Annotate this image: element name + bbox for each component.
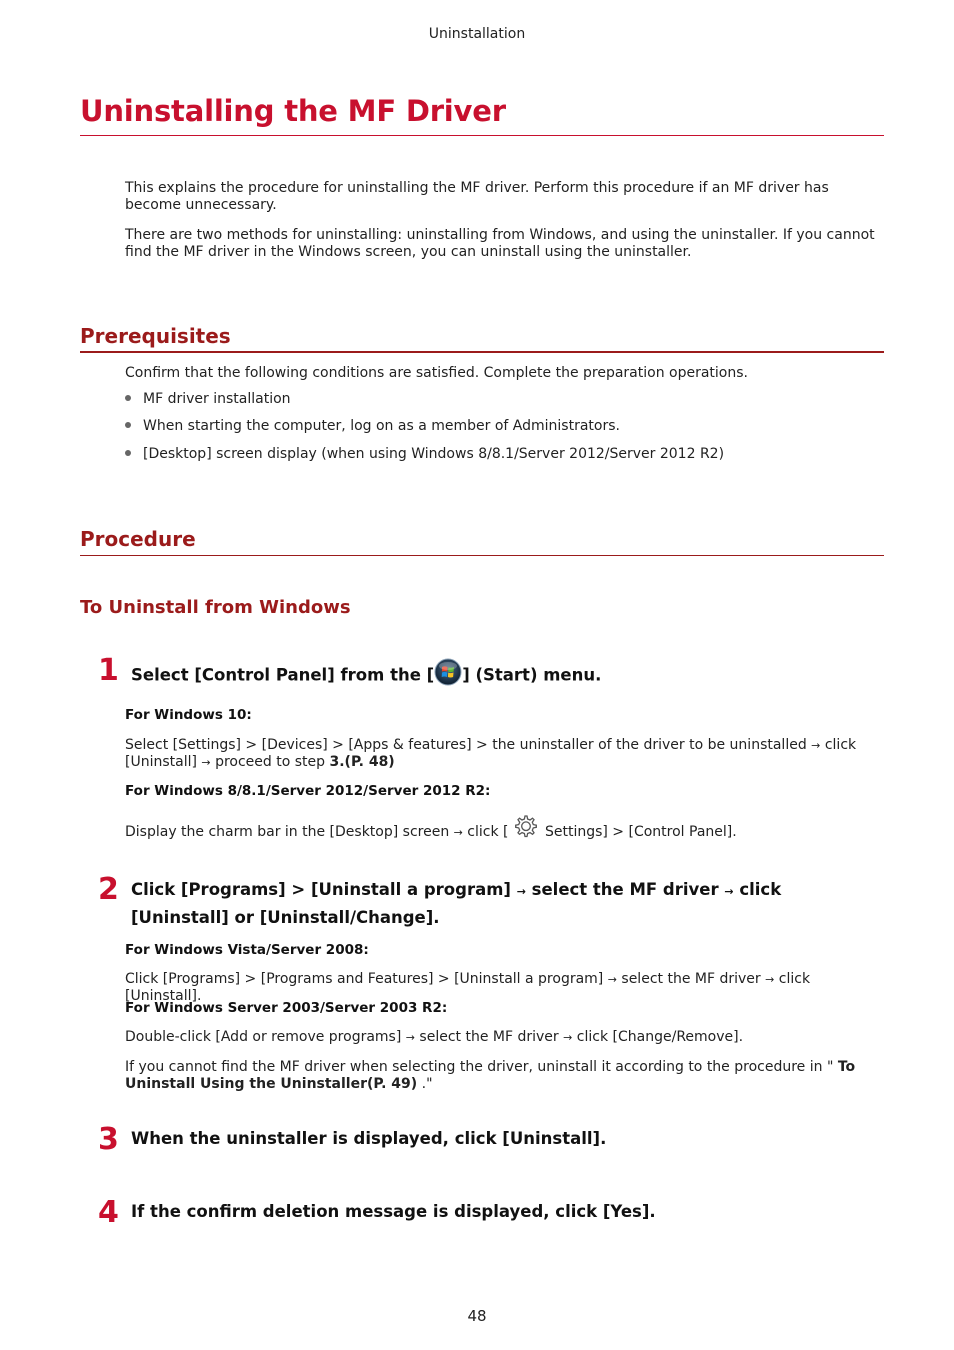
uninstall-from-windows-heading: To Uninstall from Windows xyxy=(80,597,351,618)
windows-server-2003-instructions: Double-click [Add or remove programs] → select the MF driver → click [Change/Remove]. xyxy=(125,1029,744,1045)
windows-8-instructions: Display the charm bar in the [Desktop] screen → click [ Settings] > [Control Panel]. xyxy=(125,812,885,852)
windows-vista-label: For Windows Vista/Server 2008: xyxy=(125,942,369,958)
title-divider xyxy=(80,135,884,136)
prerequisite-item: MF driver installation xyxy=(125,391,885,408)
intro-paragraph-2: There are two methods for uninstalling: uninstalling from Windows, and using the uninstaller. If you cannot find the MF driver in the Windows screen, you can uninstall using the uninstaller. xyxy=(125,227,875,260)
step-3-text: When the uninstaller is displayed, click [Uninstall]. xyxy=(131,1129,607,1148)
step-3-link[interactable]: 3.(P. 48) xyxy=(329,754,395,770)
step-4-text: If the confirm deletion message is displayed, click [Yes]. xyxy=(131,1202,656,1221)
windows-8-label: For Windows 8/8.1/Server 2012/Server 2012 R2: xyxy=(125,783,491,799)
step-number-2: 2 xyxy=(98,872,119,907)
prerequisites-divider xyxy=(80,351,884,353)
prerequisites-lead: Confirm that the following conditions are satisfied. Complete the preparation operations. xyxy=(125,365,748,381)
page-number: 48 xyxy=(467,1307,487,1325)
prerequisite-item: When starting the computer, log on as a member of Administrators. xyxy=(125,418,885,435)
bullet-icon xyxy=(125,450,131,456)
procedure-divider xyxy=(80,555,884,556)
windows-10-instructions: Select [Settings] > [Devices] > [Apps & features] > the uninstaller of the driver to be uninstalled → click [Uninstall] → proceed to step 3.(P. 48) xyxy=(125,737,857,770)
uninstaller-note: If you cannot find the MF driver when selecting the driver, uninstall it according to the procedure in " To Uninstall Using the Uninstaller(P. 49) ." xyxy=(125,1059,856,1092)
page-title: Uninstalling the MF Driver xyxy=(80,94,506,128)
windows-server-2003-label: For Windows Server 2003/Server 2003 R2: xyxy=(125,1000,448,1016)
windows-10-label: For Windows 10: xyxy=(125,707,252,723)
procedure-heading: Procedure xyxy=(80,527,196,551)
step-number-4: 4 xyxy=(98,1195,119,1230)
bullet-icon xyxy=(125,422,131,428)
step-2-text: Click [Programs] > [Uninstall a program] → select the MF driver → click [Uninstall] or [Uninstall/Change]. xyxy=(131,880,782,927)
settings-gear-icon xyxy=(509,812,541,852)
intro-paragraph-1: This explains the procedure for uninstalling the MF driver. Perform this procedure if an MF driver has become unnecessary. xyxy=(125,180,829,213)
prerequisites-heading: Prerequisites xyxy=(80,324,231,348)
step-number-1: 1 xyxy=(98,653,119,688)
step-1-text: Select [Control Panel] from the [ ] (Start) menu. xyxy=(131,658,876,694)
prerequisite-item: [Desktop] screen display (when using Windows 8/8.1/Server 2012/Server 2012 R2) xyxy=(125,446,885,463)
windows-vista-instructions: Click [Programs] > [Programs and Features] > [Uninstall a program] → select the MF driver → click [Uninstall]. xyxy=(125,971,811,1004)
uninstaller-link[interactable]: To Uninstall Using the Uninstaller(P. 49) xyxy=(125,1059,856,1092)
bullet-icon xyxy=(125,395,131,401)
windows-start-orb-icon xyxy=(434,658,462,694)
running-header: Uninstallation xyxy=(428,26,526,42)
step-number-3: 3 xyxy=(98,1122,119,1157)
